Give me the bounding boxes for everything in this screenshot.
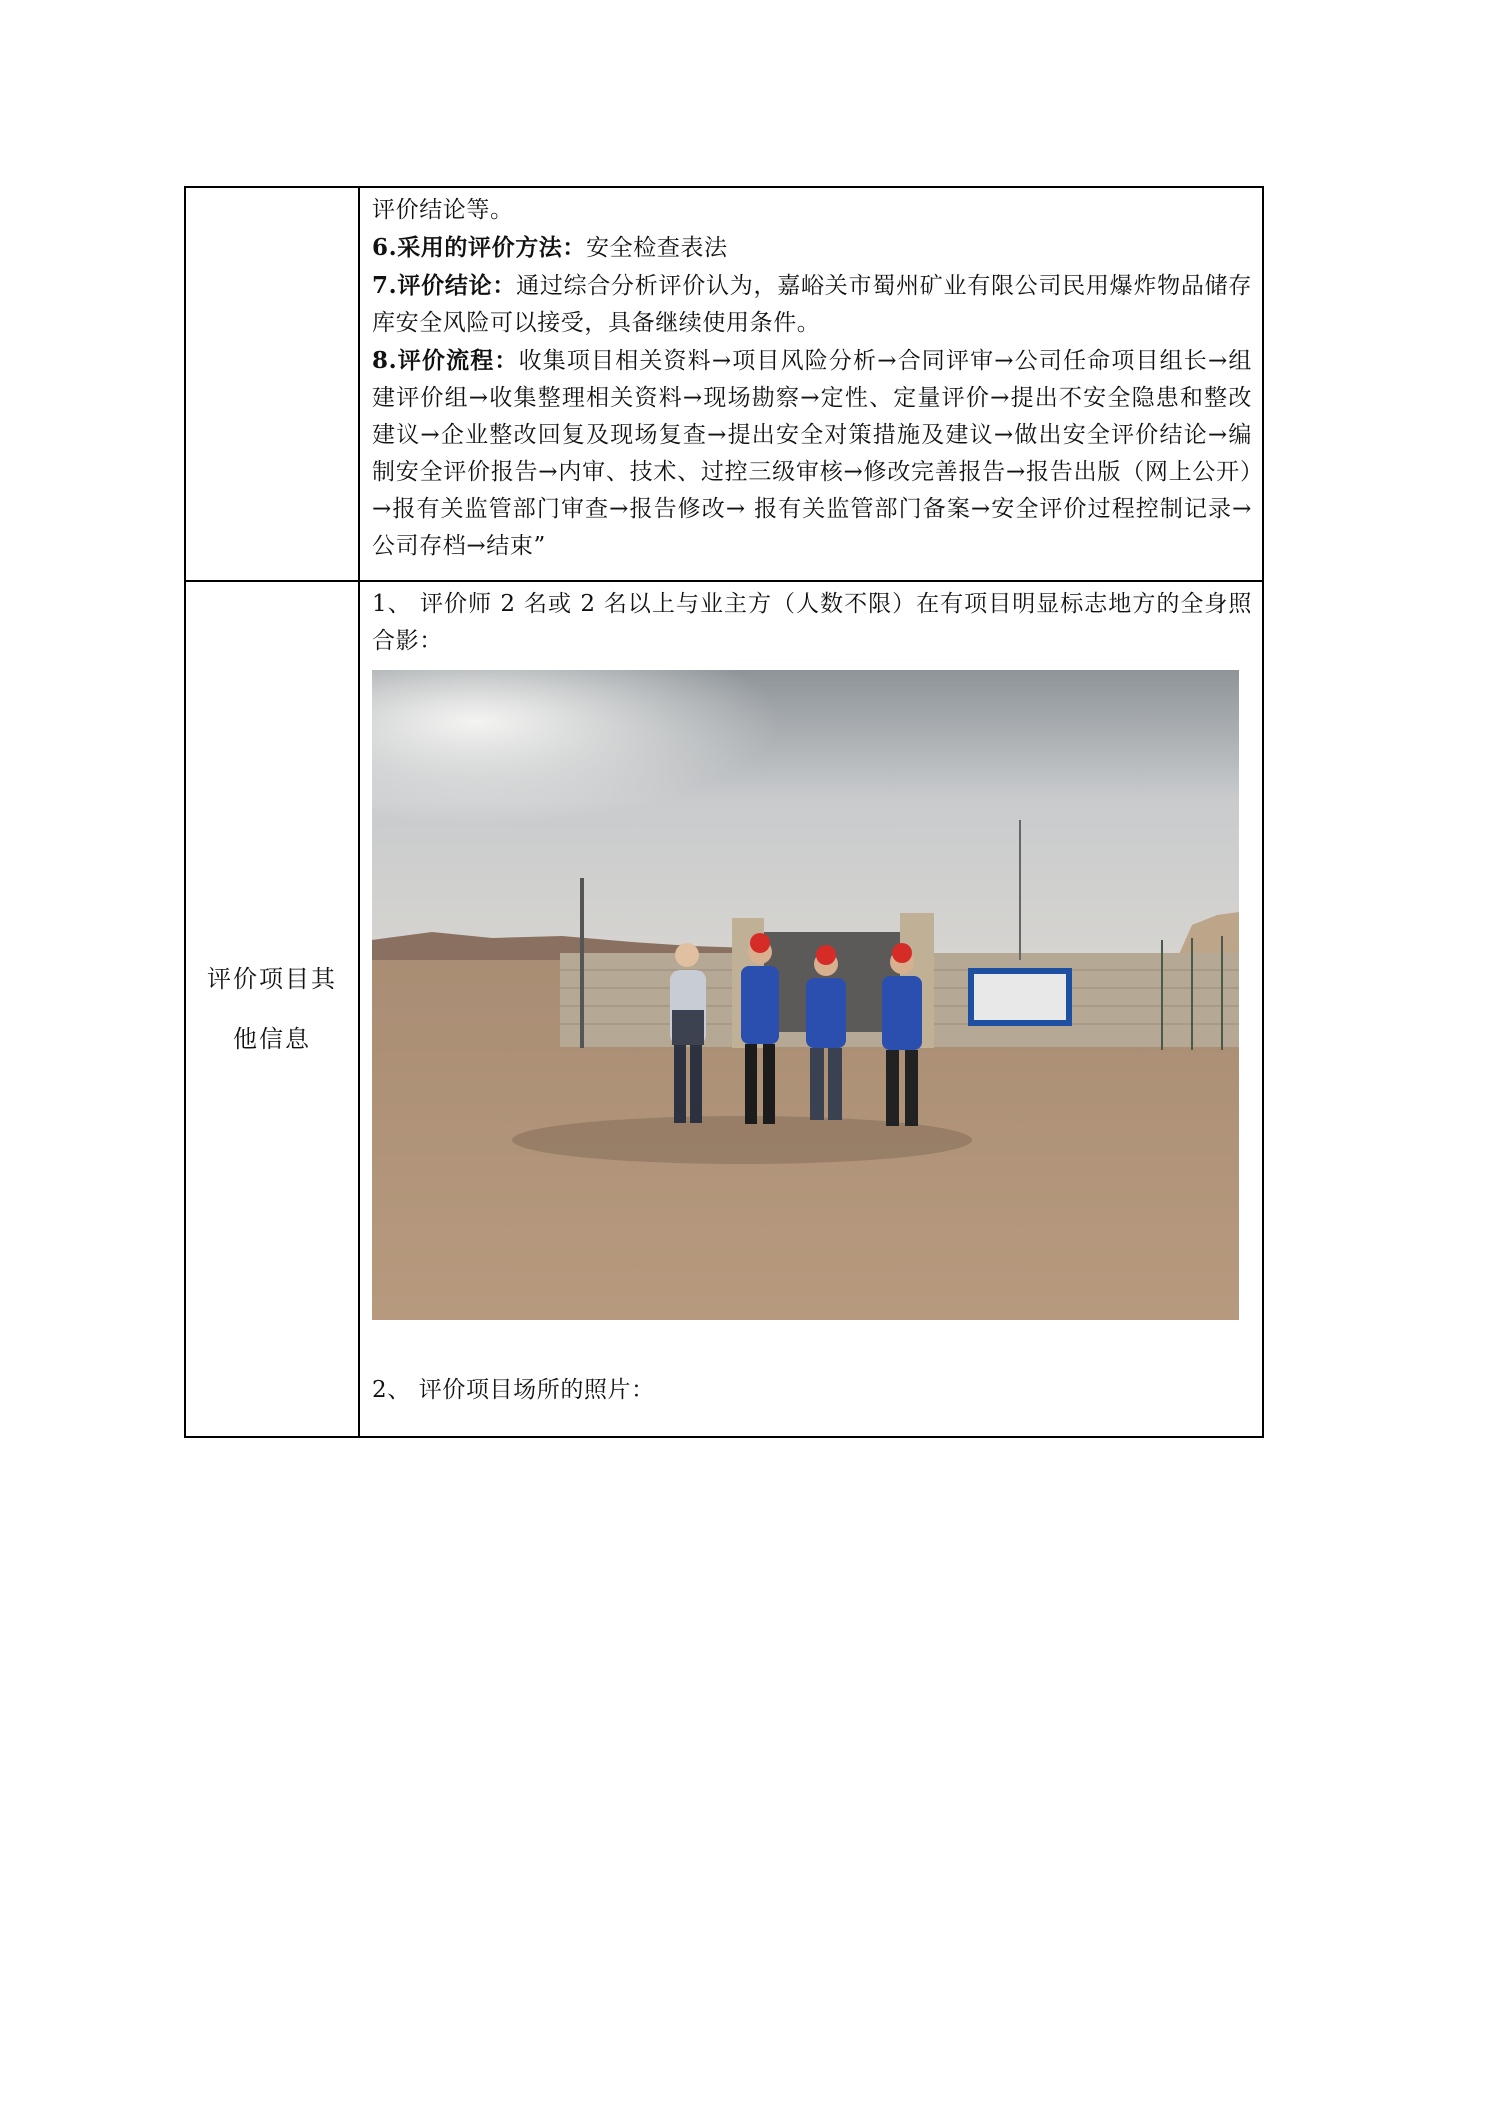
item-2-text: 2、 评价项目场所的照片：: [372, 1377, 655, 1403]
process-line: [372, 342, 1252, 565]
conclusion-line: [372, 267, 1252, 342]
conclusion-value: 通过综合分析评价认为，嘉峪关市蜀州矿业有限公司民用爆炸物品储存库安全风险可以接受，具备继续使用条件。: [372, 273, 1252, 336]
label-cell: [185, 581, 359, 1437]
row-label: 评价项目其他信息: [207, 965, 337, 1053]
method-line: [372, 229, 1252, 267]
photo-illustration: [372, 670, 1239, 1320]
group-photo: [372, 670, 1239, 1320]
method-label: 6.采用的评价方法：: [372, 234, 587, 261]
method-value: 安全检查表法: [586, 235, 728, 261]
empty-label-cell: [185, 187, 359, 581]
table-row: [185, 581, 1263, 1437]
info-table: [184, 186, 1264, 1438]
conclusion-tail: 评价结论等。: [372, 197, 514, 223]
content-cell: [359, 581, 1263, 1437]
content-cell: [359, 187, 1263, 581]
process-label: 8.评价流程：: [372, 347, 519, 374]
item-1-text: 1、 评价师 2 名或 2 名以上与业主方（人数不限）在有项目明显标志地方的全身照合影：: [372, 591, 1252, 654]
conclusion-label: 7.评价结论：: [372, 272, 517, 299]
process-value: 收集项目相关资料→项目风险分析→合同评审→公司任命项目组长→组建评价组→收集整理相关资料→现场勘察→定性、定量评价→提出不安全隐患和整改建议→企业整改回复及现场复查→提出安全对策措施及建议→做出安全评价结论→编制安全评价报告→内审、技术、过控三级审核→修改完善报告→报告出版（网上公开）→报有关监管部门审查→报告修改→ 报有关监管部门备案→安全评价过程控制记录→公司存档→结束”: [372, 348, 1252, 559]
table-row: [185, 187, 1263, 581]
